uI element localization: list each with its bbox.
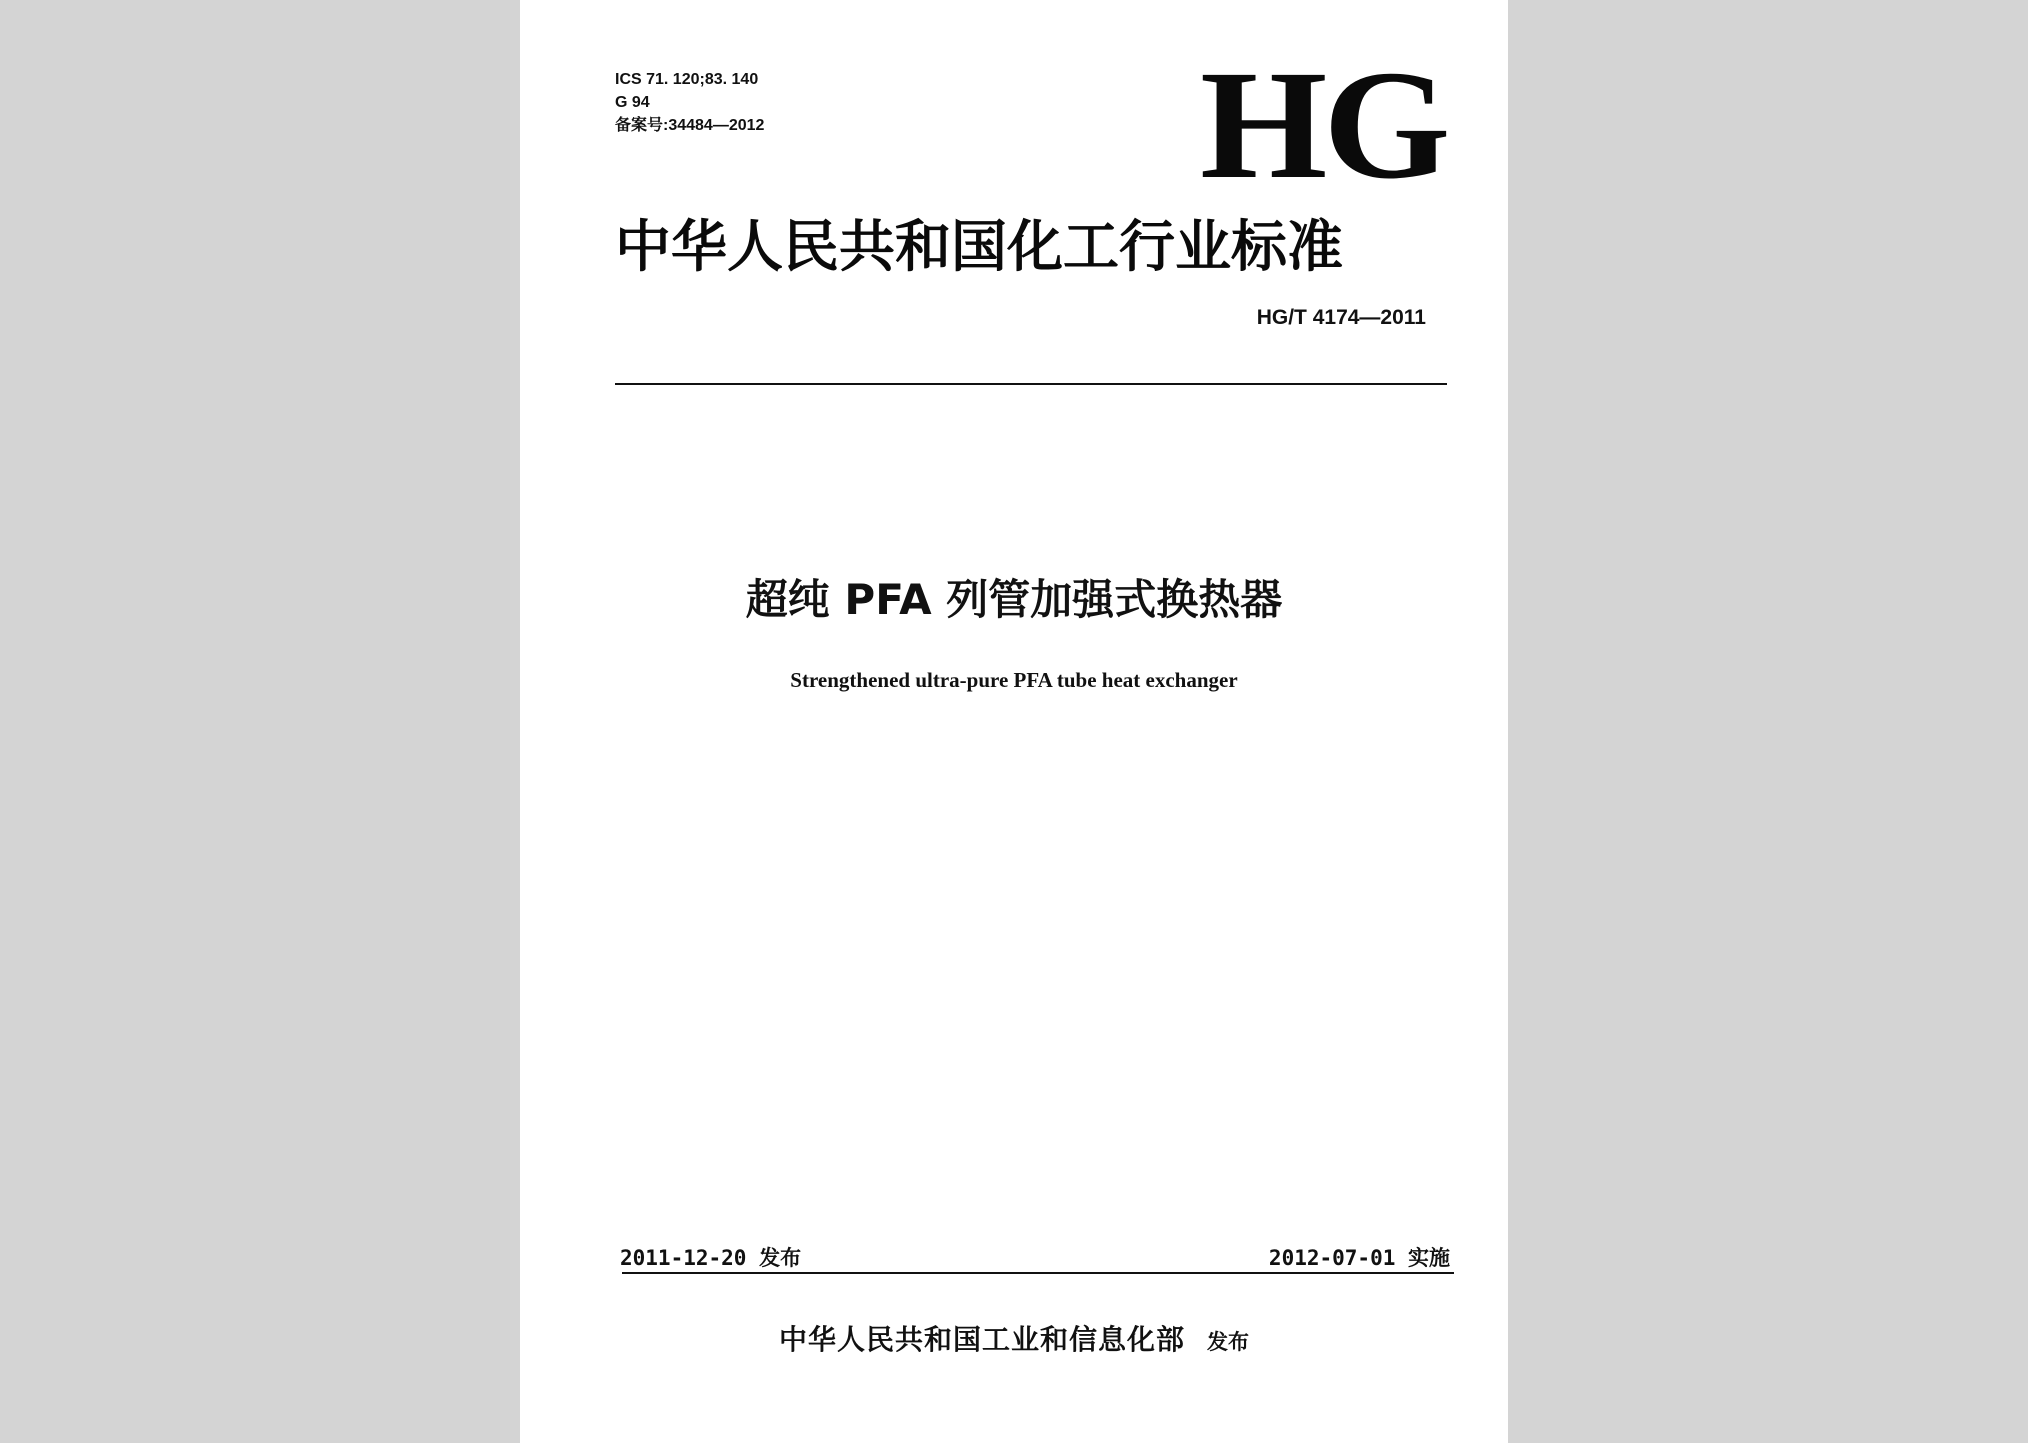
document-title-cn: 超纯 PFA 列管加强式换热器 [745, 575, 1283, 624]
top-divider [615, 383, 1447, 385]
filing-number: 备案号:34484—2012 [615, 117, 765, 134]
standard-category-title: 中华人民共和国化工行业标准 [615, 215, 1343, 280]
bottom-divider [622, 1272, 1454, 1274]
ccs-code: G 94 [615, 94, 650, 111]
classification-block [615, 68, 764, 137]
ics-code: ICS 71. 120;83. 140 [615, 71, 759, 88]
publisher-org: 中华人民共和国工业和信息化部 [778, 1323, 1185, 1356]
document-title-en: Strengthened ultra-pure PFA tube heat exchanger [790, 668, 1238, 692]
document-page [520, 0, 1508, 1443]
hg-logo: HG [1200, 38, 1447, 211]
effective-date: 2012-07-01 实施 [1268, 1246, 1450, 1270]
standard-code: HG/T 4174—2011 [1256, 306, 1426, 329]
publisher-action: 发布 [1207, 1330, 1249, 1354]
issue-date: 2011-12-20 发布 [620, 1246, 802, 1270]
publisher-line [520, 1318, 1508, 1358]
